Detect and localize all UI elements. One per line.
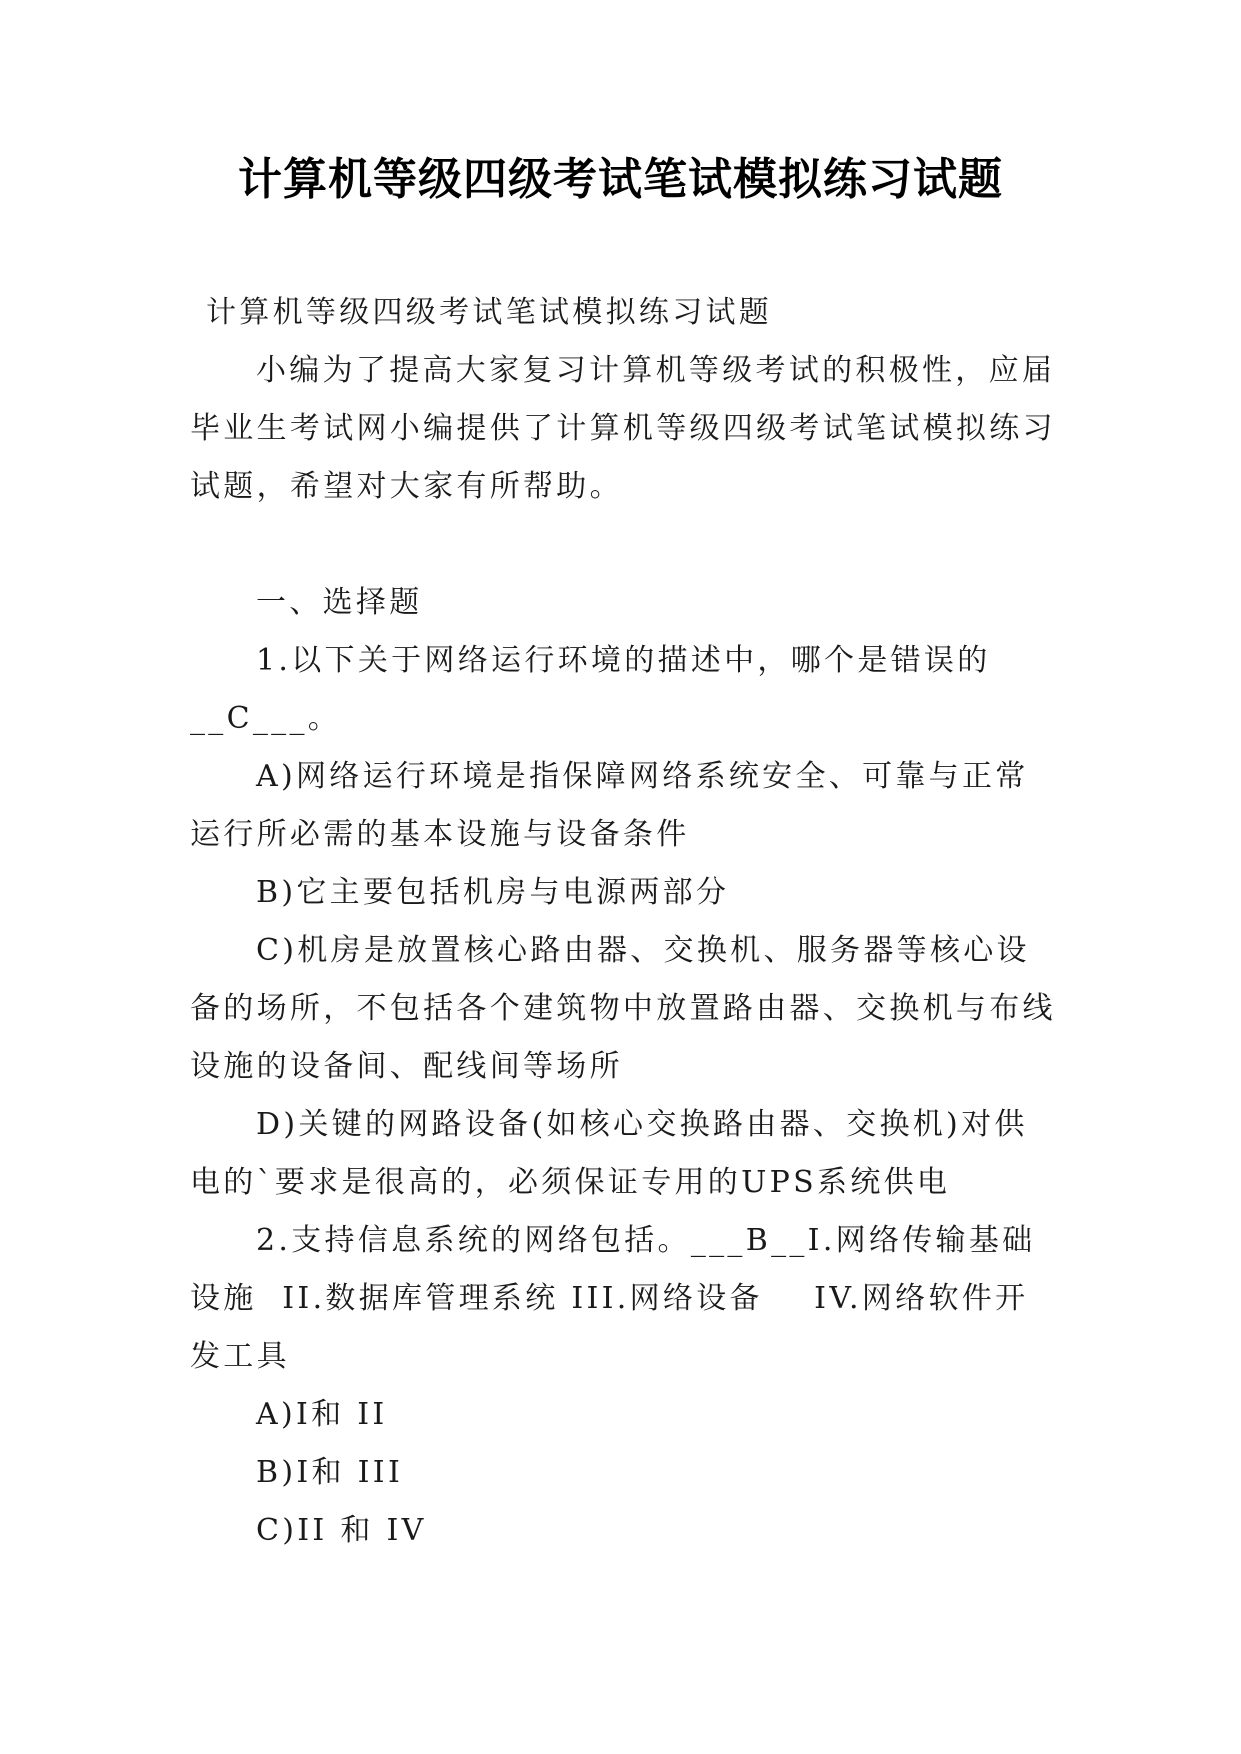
question-1-option-d: D)关键的网路设备(如核心交换路由器、交换机)对供电的`要求是很高的，必须保证专用的UPS系统供电 [190, 1107, 1028, 1200]
question-1-option-c: C)机房是放置核心路由器、交换机、服务器等核心设备的场所，不包括各个建筑物中放置路由器、交换机与布线设施的设备间、配线间等场所 [190, 933, 1056, 1084]
intro-paragraph: 小编为了提高大家复习计算机等级考试的积极性，应届毕业生考试网小编提供了计算机等级四级考试笔试模拟练习试题，希望对大家有所帮助。 [190, 353, 1056, 504]
question-2-option-b: B)Ⅰ和 III [256, 1455, 404, 1490]
document-title: 计算机等级四级考试笔试模拟练习试题 [238, 154, 1003, 205]
question-2-option-c: C)II 和 IV [256, 1513, 427, 1548]
question-2-stem: 2.支持信息系统的网络包括。___B__Ⅰ.网络传输基础设施 II.数据库管理系统 III.网络设备 IV.网络软件开发工具 [190, 1223, 1036, 1374]
document-body [190, 284, 1058, 1560]
document-subtitle: 计算机等级四级考试笔试模拟练习试题 [206, 295, 773, 330]
section-heading: 一、选择题 [256, 585, 423, 620]
paragraph-gap [190, 516, 1058, 574]
question-1-option-a: A)网络运行环境是指保障网络系统安全、可靠与正常运行所必需的基本设施与设备条件 [190, 759, 1029, 852]
question-2-option-a: A)Ⅰ和 II [256, 1397, 388, 1432]
question-1-stem: 1.以下关于网络运行环境的描述中，哪个是错误的__C___。 [190, 643, 991, 736]
question-1-option-b: B)它主要包括机房与电源两部分 [256, 875, 730, 910]
